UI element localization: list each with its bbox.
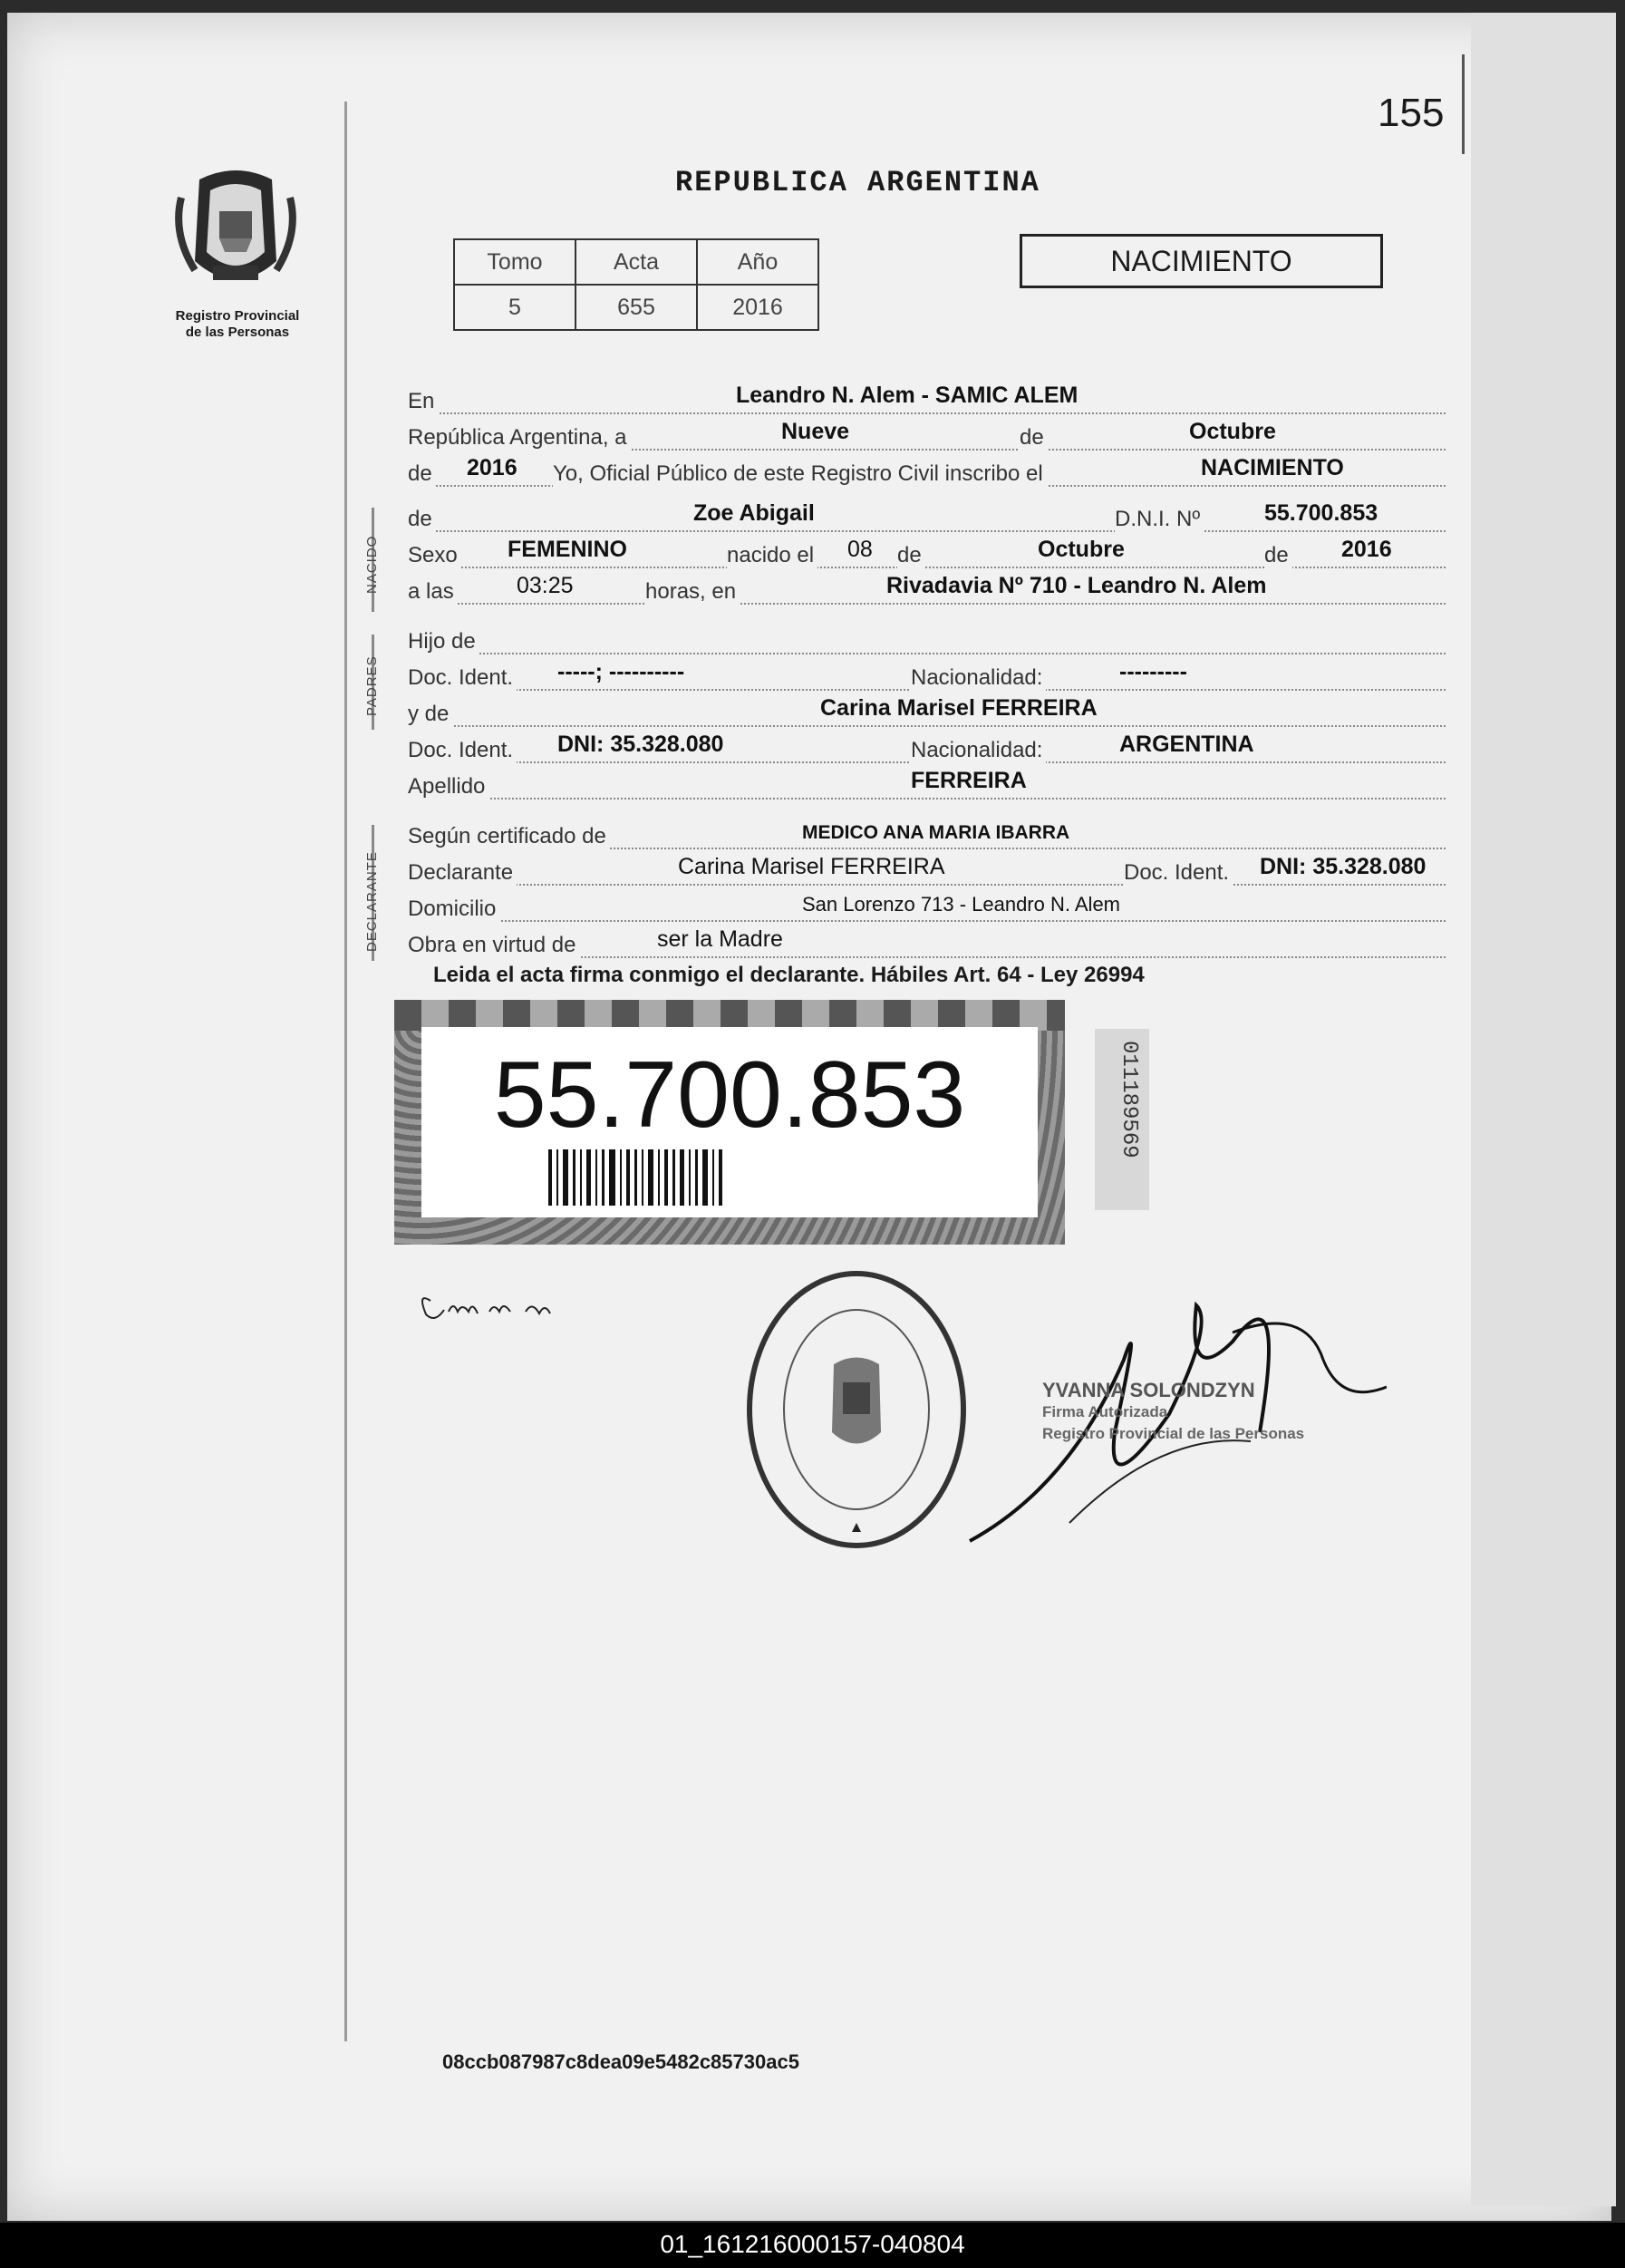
place-of-registration: Leandro N. Alem - SAMIC ALEM bbox=[736, 383, 1078, 408]
mother-nacionalidad: ARGENTINA bbox=[1119, 732, 1254, 757]
de-label: de bbox=[1264, 543, 1292, 568]
hijo-label: Hijo de bbox=[408, 629, 479, 654]
father-doc-ident: -----; ---------- bbox=[557, 659, 685, 684]
row-father-doc bbox=[408, 659, 1446, 694]
barcode-bar bbox=[620, 1149, 622, 1206]
decl-doc-value: DNI: 35.328.080 bbox=[1260, 854, 1427, 879]
label-pattern-strip bbox=[394, 1000, 1065, 1031]
anio-value: 2016 bbox=[697, 285, 818, 330]
obra-value: ser la Madre bbox=[657, 926, 783, 952]
row-sex-birth bbox=[408, 539, 1446, 572]
signer-office: Registro Provincial de las Personas bbox=[1042, 1425, 1305, 1442]
barcode-bar bbox=[548, 1149, 552, 1206]
barcode-bar bbox=[602, 1149, 605, 1206]
nacionalidad-label: Nacionalidad: bbox=[911, 665, 1046, 691]
birth-place: Rivadavia Nº 710 - Leandro N. Alem bbox=[886, 573, 1267, 598]
closing-statement: Leida el acta firma conmigo el declarante. Hábiles Art. 64 - Ley 26994 bbox=[433, 963, 1145, 987]
domicilio-value: San Lorenzo 713 - Leandro N. Alem bbox=[802, 893, 1121, 916]
barcode-bar bbox=[626, 1149, 630, 1206]
dotted-line bbox=[408, 530, 1446, 532]
barcode-bar bbox=[648, 1149, 653, 1206]
barcode-bar bbox=[664, 1149, 668, 1206]
month-value: Octubre bbox=[1189, 419, 1276, 444]
row-mother bbox=[408, 695, 1446, 731]
mother-name: Carina Marisel FERREIRA bbox=[820, 695, 1098, 721]
barcode-bar bbox=[689, 1149, 691, 1206]
doc-ident-label: Doc. Ident. bbox=[408, 665, 517, 691]
apellido-value: FERREIRA bbox=[911, 768, 1027, 793]
nacido-label: nacido el bbox=[727, 543, 817, 568]
registry-seal-icon bbox=[734, 1260, 979, 1559]
tomo-value: 5 bbox=[454, 285, 576, 330]
handwritten-signature-declarante bbox=[412, 1274, 594, 1328]
mother-doc-ident: DNI: 35.328.080 bbox=[557, 732, 724, 757]
barcode-bar bbox=[712, 1149, 714, 1206]
agency-line-1: Registro Provincial bbox=[175, 308, 300, 324]
declarante-section-label: DECLARANTE bbox=[364, 851, 380, 952]
nacido-section-label: NACIDO bbox=[364, 535, 380, 594]
dotted-line bbox=[408, 920, 1446, 922]
day-value: Nueve bbox=[781, 419, 850, 444]
de-label: de bbox=[897, 543, 925, 568]
birth-day: 08 bbox=[847, 537, 873, 562]
barcode-bar bbox=[556, 1149, 558, 1206]
child-name: Zoe Abigail bbox=[693, 500, 815, 526]
barcode-bar bbox=[658, 1149, 660, 1206]
reference-header-row bbox=[454, 239, 818, 285]
row-time-place bbox=[408, 573, 1446, 608]
doc-ident-label: Doc. Ident. bbox=[408, 738, 517, 763]
page-number: 155 bbox=[1378, 91, 1445, 135]
barcode-bar bbox=[702, 1149, 708, 1206]
page-edge-rule bbox=[1462, 54, 1465, 154]
barcode-bar bbox=[573, 1149, 576, 1206]
acta-header: Acta bbox=[576, 239, 697, 285]
row-declarante bbox=[408, 854, 1446, 889]
document-hash: 08ccb087987c8dea09e5482c85730ac5 bbox=[442, 2050, 799, 2073]
row-domicilio bbox=[408, 893, 1446, 926]
father-nacionalidad: --------- bbox=[1119, 659, 1187, 684]
scan-shadow-edge bbox=[1471, 13, 1616, 2206]
act-type-box: NACIMIENTO bbox=[1020, 234, 1383, 288]
apellido-label: Apellido bbox=[408, 774, 488, 800]
dotted-line bbox=[408, 798, 1446, 800]
segun-value: MEDICO ANA MARIA IBARRA bbox=[802, 822, 1070, 843]
signer-name: YVANNA SOLONDZYN bbox=[1042, 1379, 1255, 1401]
signer-block bbox=[1042, 1380, 1304, 1445]
reference-value-row bbox=[454, 285, 818, 330]
en-label: En bbox=[408, 389, 438, 414]
row-en bbox=[408, 385, 1446, 418]
dotted-line bbox=[408, 725, 1446, 727]
country-title: REPUBLICA ARGENTINA bbox=[675, 166, 1040, 199]
year-value: 2016 bbox=[467, 455, 517, 480]
provincia-de-misiones-crest-icon bbox=[163, 161, 308, 306]
scan-file-id: 01_161216000157-040804 bbox=[660, 2230, 965, 2258]
declarante-label: Declarante bbox=[408, 860, 517, 886]
dni-label: D.N.I. Nº bbox=[1115, 507, 1204, 532]
barcode-bar bbox=[563, 1149, 568, 1206]
barcode-bar bbox=[642, 1149, 643, 1206]
declarante-value: Carina Marisel FERREIRA bbox=[678, 854, 945, 879]
margin-rule bbox=[344, 102, 347, 2041]
de-label: de bbox=[408, 461, 436, 487]
segun-label: Según certificado de bbox=[408, 824, 610, 849]
acta-value: 655 bbox=[576, 285, 697, 330]
nacionalidad-label: Nacionalidad: bbox=[911, 738, 1046, 763]
birth-year: 2016 bbox=[1341, 537, 1392, 562]
row-officer bbox=[408, 455, 1446, 490]
agency-name bbox=[147, 308, 328, 341]
row-name bbox=[408, 500, 1446, 536]
sexo-label: Sexo bbox=[408, 543, 461, 568]
label-serial-number: 011189569 bbox=[1117, 1041, 1141, 1158]
row-hijo bbox=[408, 625, 1446, 658]
dotted-line bbox=[408, 884, 1446, 886]
id-number-label bbox=[394, 1000, 1065, 1245]
dotted-line bbox=[408, 603, 1446, 605]
sexo-value: FEMENINO bbox=[508, 537, 627, 562]
agency-line-2: de las Personas bbox=[185, 325, 290, 340]
reference-table bbox=[453, 238, 819, 331]
label-inner bbox=[421, 1027, 1038, 1217]
tomo-header: Tomo bbox=[454, 239, 576, 285]
row-mother-doc bbox=[408, 734, 1446, 767]
barcode-bar bbox=[672, 1149, 675, 1206]
barcode bbox=[548, 1149, 947, 1206]
birth-time: 03:25 bbox=[517, 573, 574, 598]
barcode-bar bbox=[595, 1149, 597, 1206]
dotted-line bbox=[408, 653, 1446, 654]
republica-label: República Argentina, a bbox=[408, 425, 631, 451]
barcode-bar bbox=[695, 1149, 698, 1206]
row-date bbox=[408, 419, 1446, 454]
officer-text: Yo, Oficial Público de este Registro Civil inscribo el bbox=[553, 461, 1047, 487]
anio-header: Año bbox=[697, 239, 818, 285]
row-apellido bbox=[408, 768, 1446, 803]
barcode-bar bbox=[586, 1149, 591, 1206]
padres-section-label: PADRES bbox=[364, 655, 380, 716]
child-dni: 55.700.853 bbox=[1264, 500, 1378, 526]
dotted-line bbox=[408, 412, 1446, 414]
barcode-bar bbox=[609, 1149, 615, 1206]
row-obra bbox=[408, 926, 1446, 962]
barcode-bar bbox=[680, 1149, 684, 1206]
signer-role: Firma Autorizada bbox=[1042, 1403, 1168, 1420]
barcode-bar bbox=[580, 1149, 582, 1206]
label-dni-number: 55.700.853 bbox=[493, 1042, 966, 1148]
decl-doc-label: Doc. Ident. bbox=[1124, 860, 1233, 886]
inscribe-value: NACIMIENTO bbox=[1201, 455, 1344, 480]
domicilio-label: Domicilio bbox=[408, 897, 499, 922]
de-label: de bbox=[1020, 425, 1048, 451]
alas-label: a las bbox=[408, 579, 458, 605]
horas-label: horas, en bbox=[645, 579, 740, 605]
yde-label: y de bbox=[408, 702, 452, 727]
row-segun bbox=[408, 820, 1446, 853]
barcode-bar bbox=[634, 1149, 637, 1206]
de-label: de bbox=[408, 507, 436, 532]
birth-month: Octubre bbox=[1038, 537, 1125, 562]
barcode-bar bbox=[719, 1149, 722, 1206]
obra-label: Obra en virtud de bbox=[408, 933, 579, 958]
